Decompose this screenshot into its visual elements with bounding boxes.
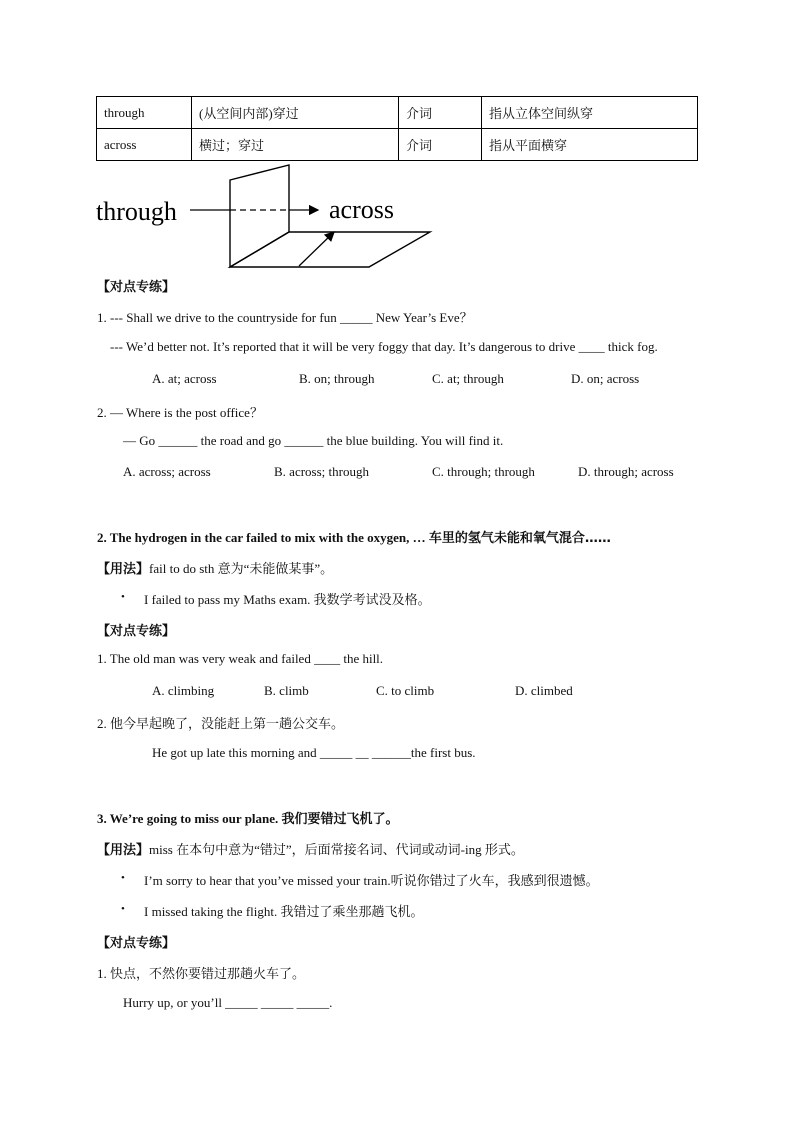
horizontal-plane	[230, 232, 430, 267]
bullet-icon: •	[121, 591, 125, 603]
diagram-label-through: through	[96, 197, 177, 226]
option-d: D. climbed	[515, 683, 573, 698]
option-a: A. at; across	[152, 371, 217, 386]
diagram-label-across: across	[329, 195, 394, 224]
question-2-reply: — Go ______ the road and go ______ the blue building. You will find it.	[123, 433, 504, 448]
vocab-table	[96, 96, 698, 161]
usage-line	[97, 839, 524, 858]
usage-text: miss 在本句中意为“错过”，后面常接名词、代词或动词-ing 形式。	[149, 842, 524, 857]
table-cell: 横过；穿过	[192, 129, 399, 161]
table-cell: (从空间内部)穿过	[192, 97, 399, 129]
option-a: A. climbing	[152, 683, 215, 698]
question-2-fill-blank: He got up late this morning and _____ __ ______the first bus.	[152, 745, 476, 760]
option-c: C. to climb	[376, 683, 435, 698]
example-sentence: I missed taking the flight. 我错过了乘坐那趟飞机。	[144, 904, 424, 919]
question-1-reply: --- We’d better not. It’s reported that it will be very foggy that day. It’s dangerous to drive ____ thick fog.	[110, 339, 658, 354]
option-c: C. at; through	[432, 371, 504, 386]
table-cell: across	[97, 129, 192, 161]
section-2-heading-en: 2. The hydrogen in the car failed to mix with the oxygen, …	[97, 530, 426, 545]
question-2-prompt: 2. 他今早起晚了，没能赶上第一趟公交车。	[97, 716, 345, 731]
usage-line	[97, 558, 333, 577]
question-1-fill-blank: Hurry up, or you’ll _____ _____ _____.	[123, 995, 333, 1010]
option-b: B. on; through	[299, 371, 375, 386]
drill-heading: 【对点专练】	[97, 279, 176, 294]
example-sentence: I’m sorry to hear that you’ve missed your train.听说你错过了火车，我感到很遗憾。	[144, 873, 599, 888]
vertical-plane	[230, 165, 289, 267]
bullet-icon: •	[121, 872, 125, 884]
drill-heading: 【对点专练】	[97, 935, 176, 950]
section-3-heading-zh: 我们要错过飞机了。	[281, 812, 399, 827]
usage-label: 【用法】	[97, 561, 150, 576]
table-cell: 介词	[399, 97, 482, 129]
table-cell: 指从平面横穿	[482, 129, 698, 161]
through-across-diagram	[90, 160, 440, 272]
question-1-prompt: 1. 快点，不然你要错过那趟火车了。	[97, 966, 306, 981]
table-cell: 介词	[399, 129, 482, 161]
option-d: D. on; across	[571, 371, 640, 386]
example-sentence: I failed to pass my Maths exam. 我数学考试没及格。	[144, 592, 431, 607]
table-cell: 指从立体空间纵穿	[482, 97, 698, 129]
option-c: C. through; through	[432, 464, 535, 479]
question-2-prompt: 2. — Where is the post office？	[97, 405, 263, 420]
table-cell: through	[97, 97, 192, 129]
usage-text: fail to do sth 意为“未能做某事”。	[149, 561, 334, 576]
bullet-icon: •	[121, 903, 125, 915]
section-2-heading-zh: 车里的氢气未能和氧气混合……	[428, 531, 611, 546]
option-b: B. climb	[264, 683, 309, 698]
across-arrow	[299, 232, 334, 266]
option-b: B. across; through	[274, 464, 369, 479]
table-row	[97, 129, 698, 161]
table-row	[97, 97, 698, 129]
option-a: A. across; across	[123, 464, 211, 479]
drill-heading: 【对点专练】	[97, 623, 176, 638]
section-2-heading	[97, 527, 611, 546]
option-d: D. through; across	[578, 464, 674, 479]
question-1-prompt: 1. --- Shall we drive to the countryside for fun _____ New Year’s Eve？	[97, 310, 473, 325]
section-3-heading-en: 3. We’re going to miss our plane.	[97, 811, 279, 826]
question-1-prompt: 1. The old man was very weak and failed ____ the hill.	[97, 651, 384, 666]
usage-label: 【用法】	[97, 842, 150, 857]
section-3-heading	[97, 808, 399, 827]
